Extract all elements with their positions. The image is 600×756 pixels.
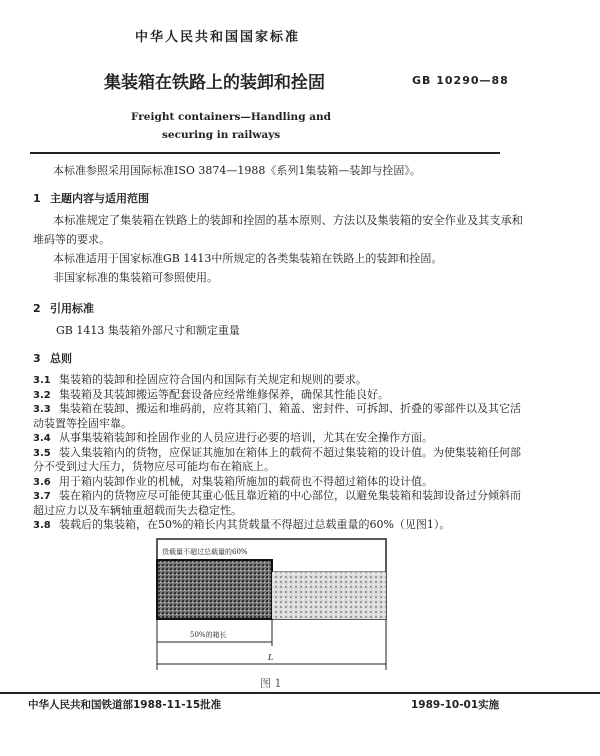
clause-number: 3.7 — [33, 491, 51, 502]
title-en-line1: Freight containers—Handling and — [131, 111, 331, 123]
label-half: 50%的箱长 — [190, 631, 227, 639]
clause-number: 3.1 — [33, 375, 51, 386]
section-title: 总则 — [50, 352, 72, 365]
clause-continuation: 超过应力以及车辆轴重超载而失去稳定性。 — [33, 503, 242, 517]
clause-continuation: 分不受到过大压力，货物应尽可能均布在箱底上。 — [33, 460, 275, 473]
section-3-heading — [33, 350, 72, 366]
section-title: 引用标准 — [50, 302, 94, 315]
org-header: 中华人民共和国国家标准 — [135, 30, 301, 45]
paragraph: 本标准适用于国家标准GB 1413中所规定的各类集装箱在铁路上的装卸和拴固。 — [53, 252, 443, 265]
clause-text: 集装箱的装卸和拴固应符合国内和国际有关规定和规则的要求。 — [59, 373, 367, 386]
section-2-heading — [33, 300, 94, 316]
paragraph: 非国家标准的集装箱可参照使用。 — [53, 271, 218, 284]
standard-code: GB 10290—88 — [412, 74, 509, 87]
footer-rule — [0, 692, 600, 694]
reference-item: GB 1413 集装箱外部尺寸和额定重量 — [56, 324, 240, 337]
clause-3-7 — [33, 489, 521, 504]
clause-3-1 — [33, 373, 367, 388]
clause-text: 从事集装箱装卸和拴固作业的人员应进行必要的培训，尤其在安全操作方面。 — [59, 431, 433, 444]
clause-3-6 — [33, 475, 433, 490]
clause-3-4 — [33, 431, 433, 446]
clause-number: 3.3 — [33, 404, 51, 415]
figure-1 — [150, 536, 395, 676]
clause-3-5 — [33, 446, 521, 461]
clause-3-2 — [33, 388, 389, 403]
clause-3-3 — [33, 402, 521, 417]
clause-number: 3.2 — [33, 389, 51, 401]
clause-number: 3.8 — [33, 520, 51, 531]
clause-number: 3.6 — [33, 476, 51, 488]
figure-caption: 图 1 — [260, 677, 282, 690]
clause-number: 3.5 — [33, 447, 51, 459]
clause-text: 用于箱内装卸作业的机械，对集装箱所施加的载荷也不得超过箱体的设计值。 — [59, 474, 433, 488]
footer-effective: 1989-10-01实施 — [411, 699, 500, 711]
clause-text: 集装箱及其装卸搬运等配套设备应经常维修保养，确保其性能良好。 — [59, 387, 389, 401]
header-rule — [30, 152, 500, 154]
clause-text: 集装箱在装卸、搬运和堆码前，应将其箱门、箱盖、密封件、可拆卸、折叠的零部件以及其它活 — [59, 402, 521, 415]
clause-continuation: 动装置等拴固牢靠。 — [33, 416, 132, 430]
title-en-line2: securing in railways — [162, 129, 281, 141]
clause-text: 装载后的集装箱，在50%的箱长内其货载量不得超过总载重量的60%（见图1）。 — [59, 518, 451, 531]
section-number: 3 — [33, 352, 41, 365]
footer-approval: 中华人民共和国铁道部1988-11-15批准 — [28, 699, 222, 711]
light-load-block — [272, 572, 386, 619]
page-title: 集装箱在铁路上的装卸和拴固 — [104, 73, 325, 93]
label-top: 货载量不超过总载量的60% — [162, 548, 248, 556]
paragraph: 堆码等的要求。 — [33, 233, 110, 246]
paragraph: 本标准规定了集装箱在铁路上的装卸和拴固的基本原则、方法以及集装箱的安全作业及其支承和 — [53, 214, 523, 227]
section-1-heading — [33, 190, 149, 206]
clause-3-8 — [33, 518, 450, 533]
clause-text: 装在箱内的货物应尽可能使其重心低且靠近箱的中心部位，以避免集装箱和装卸设备过分倾斜而 — [59, 489, 521, 502]
section-number: 1 — [33, 192, 41, 205]
intro-text: 本标准参照采用国际标准ISO 3874—1988《系列1集装箱—装卸与拴固》。 — [53, 164, 421, 177]
section-title: 主题内容与适用范围 — [50, 192, 149, 205]
clause-text: 装入集装箱内的货物，应保证其施加在箱体上的载荷不超过集装箱的设计值。为使集装箱任何部 — [59, 445, 521, 459]
clause-number: 3.4 — [33, 433, 51, 444]
label-L: L — [268, 653, 274, 662]
section-number: 2 — [33, 302, 41, 315]
heavy-load-block — [157, 560, 272, 619]
